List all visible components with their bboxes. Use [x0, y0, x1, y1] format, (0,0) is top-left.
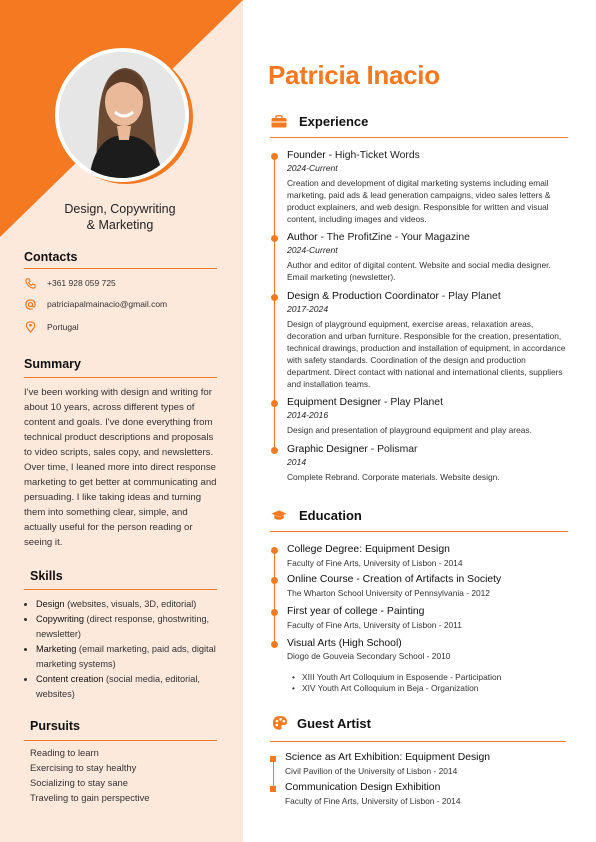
education-title: First year of college - Painting	[287, 606, 425, 617]
experience-date: 2024-Current	[287, 245, 338, 255]
guest-artist-heading: Guest Artist	[297, 716, 371, 731]
job-title-line2: & Marketing	[86, 218, 154, 232]
location-pin-icon	[24, 321, 36, 333]
skills-list	[24, 597, 236, 702]
experience-description: Design of playground equipment, exercise areas, relaxation areas, decoration and urban furniture. Responsible for the creation, presentation, technical drawings, production and installation of equipment, in accordance with safety standards. Coordination of the design and production department. Direct contact with national and international clients, suppliers and installation teams.	[287, 319, 566, 389]
timeline-dot	[271, 235, 278, 242]
education-title: College Degree: Equipment Design	[287, 544, 450, 555]
education-heading: Education	[299, 508, 362, 523]
education-institution: Faculty of Fine Arts, University of Lisbon - 2011	[287, 620, 462, 630]
experience-description: Design and presentation of playground equipment and play areas.	[287, 425, 532, 435]
timeline-dot	[271, 294, 278, 301]
palette-icon	[272, 716, 288, 730]
timeline-dot	[271, 641, 278, 648]
guest-artist-title: Communication Design Exhibition	[285, 782, 441, 793]
guest-artist-timeline	[273, 759, 274, 789]
at-sign-icon	[24, 298, 36, 310]
summary-heading: Summary	[24, 357, 81, 371]
pursuit-item: Traveling to gain perspective	[30, 792, 150, 803]
experience-description: Complete Rebrand. Corporate materials. Website design.	[287, 472, 500, 482]
contact-location	[24, 321, 79, 333]
education-institution: The Wharton School University of Pennsylvania - 2012	[287, 588, 490, 598]
avatar	[55, 48, 189, 182]
skills-divider	[24, 589, 217, 590]
timeline-dot	[271, 577, 278, 584]
job-title-line1: Design, Copywriting	[64, 202, 176, 216]
timeline-dot	[271, 609, 278, 616]
education-bullet: • XIII Youth Art Colloquium in Esposende - Participation	[302, 672, 501, 682]
pursuits-divider	[24, 740, 217, 741]
education-institution: Faculty of Fine Arts, University of Lisbon - 2014	[287, 558, 463, 568]
job-title	[40, 201, 200, 233]
summary-text: I've been working with design and writing for about 10 years, across different types of content and goals. I've done everything from technical product descriptions and proposals to video scripts, sales copy, and newsletters. Over time, I leaned more into direct response marketing to get better at communicating and persuading. I like taking ideas and turning them into something clear, simple, and actually useful for the person reading or seeing it.	[24, 387, 217, 548]
education-institution: Diogo de Gouveia Secondary School - 2010	[287, 651, 451, 661]
timeline-dot	[271, 153, 278, 160]
contacts-divider	[24, 268, 217, 269]
timeline-dot	[271, 447, 278, 454]
skill-item: • Marketing (email marketing, paid ads, digital marketing systems)	[36, 642, 236, 672]
full-name: Patricia Inacio	[268, 60, 440, 90]
location-text: Portugal	[47, 322, 79, 332]
timeline-dot	[271, 547, 278, 554]
profile-photo	[59, 52, 185, 178]
phone-icon	[24, 277, 36, 289]
experience-title: Author - The ProfitZine - Your Magazine	[287, 232, 470, 243]
experience-title: Graphic Designer - Polismar	[287, 444, 418, 455]
experience-date: 2014	[287, 457, 307, 467]
timeline-dot	[271, 400, 278, 407]
experience-description: Creation and development of digital marketing systems including email marketing, paid ads & lead generation campaigns, video sales letters & product explainers, and web design. Responsible for written and visual content, including images and videos.	[287, 178, 551, 224]
pursuit-item: Reading to learn	[30, 747, 99, 758]
experience-divider	[270, 137, 568, 138]
education-bullet: • XIV Youth Art Colloquium in Beja - Organization	[302, 683, 478, 693]
skills-heading: Skills	[30, 569, 63, 583]
email-address[interactable]: patriciapalmainacio@gmail.com	[47, 299, 168, 309]
experience-description: Author and editor of digital content. Website and social media designer. Email marketing (newsletter).	[287, 260, 551, 282]
education-divider	[270, 531, 568, 532]
experience-title: Design & Production Coordinator - Play Planet	[287, 291, 501, 302]
graduation-cap-icon	[271, 508, 287, 522]
contacts-heading: Contacts	[24, 250, 78, 264]
experience-title: Equipment Designer - Play Planet	[287, 397, 443, 408]
briefcase-icon	[271, 114, 287, 128]
skill-item: • Copywriting (direct response, ghostwriting, newsletter)	[36, 612, 236, 642]
guest-artist-title: Science as Art Exhibition: Equipment Design	[285, 752, 491, 763]
guest-artist-venue: Faculty of Fine Arts, University of Lisbon - 2014	[285, 796, 461, 806]
experience-date: 2017-2024	[287, 304, 329, 314]
contact-phone	[24, 277, 116, 289]
education-title: Online Course - Creation of Artifacts in Society	[287, 574, 502, 585]
skill-item: • Design (websites, visuals, 3D, editorial)	[36, 597, 236, 612]
experience-date: 2014-2016	[287, 410, 329, 420]
pursuit-item: Exercising to stay healthy	[30, 762, 137, 773]
education-title: Visual Arts (High School)	[287, 638, 402, 649]
experience-title: Founder - High-Ticket Words	[287, 150, 420, 161]
sidebar	[0, 0, 243, 842]
experience-heading: Experience	[299, 114, 369, 129]
pursuits-heading: Pursuits	[30, 719, 81, 733]
summary-divider	[24, 377, 217, 378]
guest-artist-venue: Civil Pavilion of the University of Lisbon - 2014	[285, 766, 458, 776]
phone-number[interactable]: +361 928 059 725	[47, 278, 116, 288]
contact-email	[24, 298, 167, 310]
skill-item: • Content creation (social media, editorial, websites)	[36, 672, 236, 702]
education-timeline	[274, 550, 275, 646]
guest-artist-divider	[270, 741, 566, 742]
experience-timeline	[274, 156, 275, 452]
pursuit-item: Socializing to stay sane	[30, 777, 128, 788]
timeline-square	[270, 786, 276, 792]
experience-date: 2024-Current	[287, 163, 338, 173]
timeline-square	[270, 756, 276, 762]
